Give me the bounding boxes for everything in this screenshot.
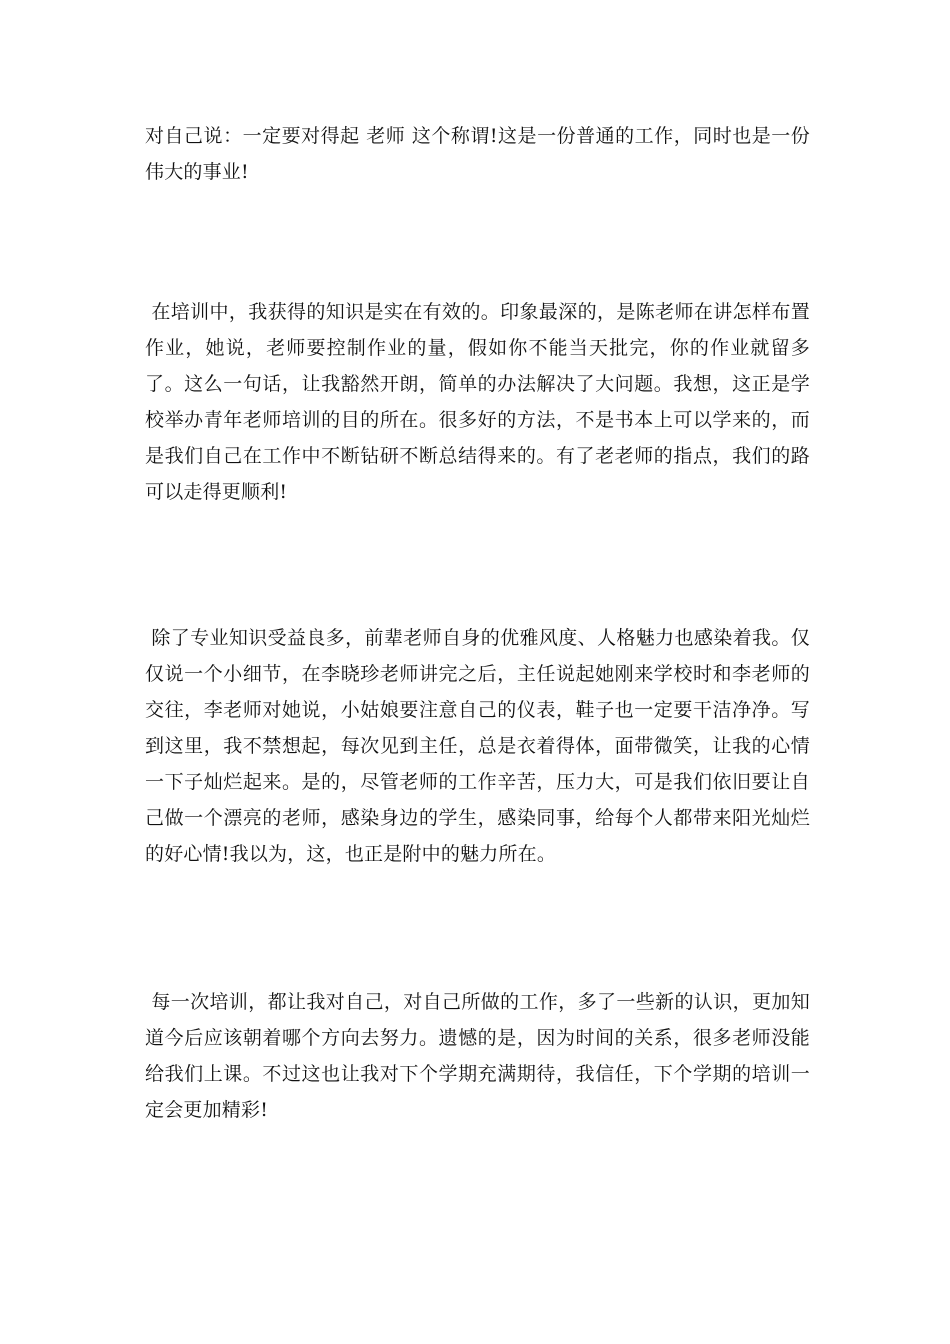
paragraph-4: 每一次培训，都让我对自己，对自己所做的工作，多了一些新的认识，更加知道今后应该朝着哪个方向去努力。遗憾的是，因为时间的关系，很多老师没能给我们上课。不过这也让我对下个学期充满期待，我信任，下个学期的培训一定会更加精彩! <box>145 991 810 1121</box>
paragraph-1: 对自己说：一定要对得起 老师 这个称谓!这是一份普通的工作，同时也是一份伟大的事业! <box>145 125 810 183</box>
paragraph-3: 除了专业知识受益良多，前辈老师自身的优雅风度、人格魅力也感染着我。仅仅说一个小细节，在李晓珍老师讲完之后，主任说起她刚来学校时和李老师的交往，李老师对她说，小姑娘要注意自己的仪表，鞋子也一定要干洁净净。写到这里，我不禁想起，每次见到主任，总是衣着得体，面带微笑，让我的心情一下子灿烂起来。是的，尽管老师的工作辛苦，压力大，可是我们依旧要让自己做一个漂亮的老师，感染身边的学生，感染同事，给每个人都带来阳光灿烂的好心情!我以为，这，也正是附中的魅力所在。 <box>145 627 810 865</box>
paragraph-2: 在培训中，我获得的知识是实在有效的。印象最深的，是陈老师在讲怎样布置作业，她说，老师要控制作业的量，假如你不能当天批完，你的作业就留多了。这么一句话，让我豁然开朗，简单的办法解决了大问题。我想，这正是学校举办青年老师培训的目的所在。很多好的方法，不是书本上可以学来的，而是我们自己在工作中不断钻研不断总结得来的。有了老老师的指点，我们的路可以走得更顺利! <box>145 301 810 503</box>
